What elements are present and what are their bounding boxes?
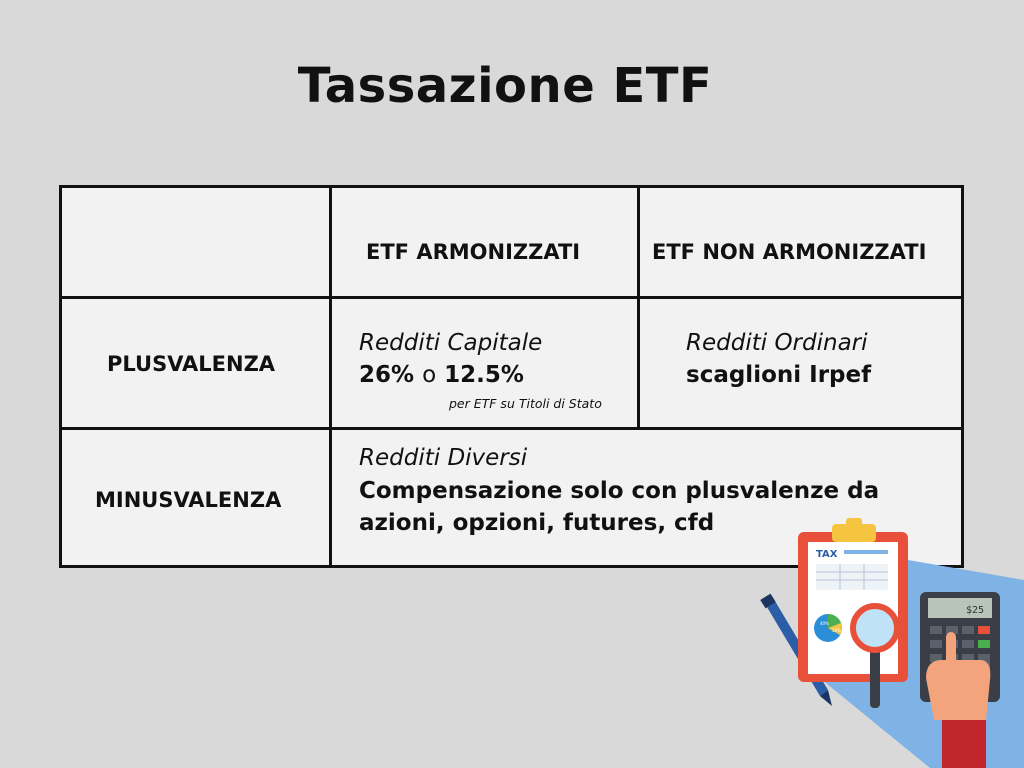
- minusvalenza-line-2: azioni, opzioni, futures, cfd: [359, 510, 715, 536]
- header-etf-armonizzati: ETF ARMONIZZATI: [366, 240, 581, 264]
- pie-label-2: 30%: [832, 628, 841, 633]
- plusvalenza-non-armonizzati-category: Redditi Ordinari: [686, 330, 868, 356]
- plusvalenza-armonizzati-note: per ETF su Titoli di Stato: [449, 396, 602, 411]
- calculator-display: $25: [966, 605, 985, 616]
- minusvalenza-category: Redditi Diversi: [359, 445, 528, 471]
- row-label-plusvalenza: PLUSVALENZA: [107, 352, 276, 376]
- clipboard-label: TAX: [816, 549, 838, 560]
- column-divider-2: [637, 188, 640, 428]
- tax-illustration: [720, 510, 1024, 768]
- page-title: Tassazione ETF: [297, 58, 713, 114]
- header-etf-non-armonizzati: ETF NON ARMONIZZATI: [652, 240, 927, 264]
- pie-label-1: 40%: [820, 621, 829, 626]
- plusvalenza-armonizzati-category: Redditi Capitale: [359, 330, 543, 356]
- rate-26: 26%: [359, 362, 415, 388]
- plusvalenza-armonizzati-rates: [359, 362, 524, 388]
- rate-12-5: 12.5%: [444, 362, 524, 388]
- row-label-minusvalenza: MINUSVALENZA: [95, 488, 282, 512]
- row-divider-1: [62, 296, 961, 299]
- column-divider-1: [329, 188, 332, 565]
- plusvalenza-non-armonizzati-detail: scaglioni Irpef: [686, 362, 872, 388]
- minusvalenza-line-1: Compensazione solo con plusvalenze da: [359, 478, 880, 504]
- clipboard-icon: [798, 518, 908, 682]
- rate-separator: o: [422, 362, 437, 388]
- row-divider-2: [62, 427, 961, 430]
